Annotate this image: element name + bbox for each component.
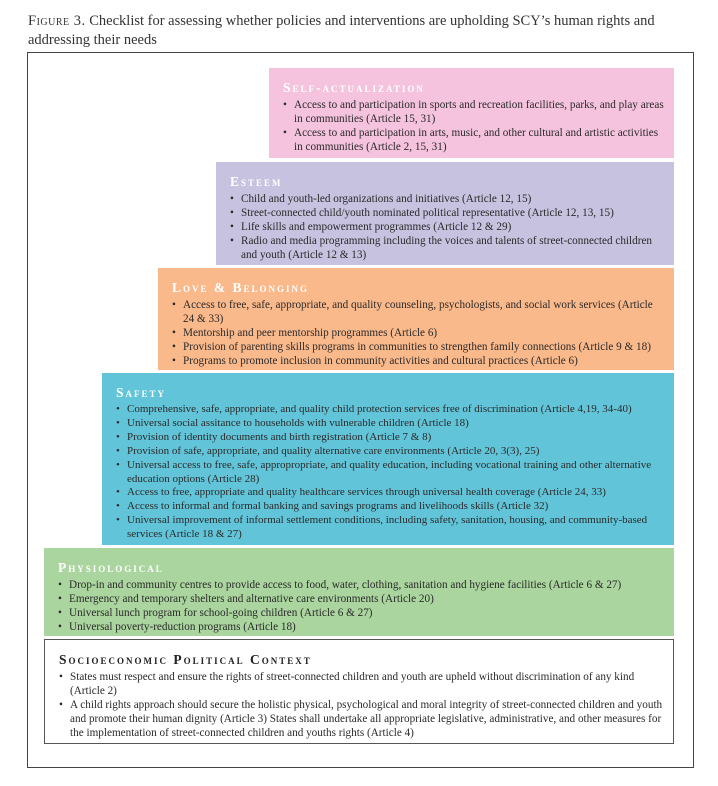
tier-title: Self-actualization	[283, 80, 425, 95]
tier-item-list	[230, 192, 664, 262]
list-item: • Universal lunch program for school-going children (Article 6 & 27)	[58, 606, 664, 620]
tier-safety	[102, 373, 674, 545]
tier-title: Safety	[116, 385, 167, 400]
list-item: • Provision of parenting skills programs in communities to strengthen family connections (Article 9 & 18)	[172, 340, 664, 354]
list-item: • Drop-in and community centres to provide access to food, water, clothing, sanitation and hygiene facilities (Article 6 & 27)	[58, 578, 664, 592]
tier-item-list	[172, 298, 664, 368]
list-item: • Access to free, appropriate and quality healthcare services through universal health coverage (Article 24, 33)	[116, 486, 664, 500]
list-item: • Access to informal and formal banking and savings programs and livelihoods skills (Article 32)	[116, 500, 664, 514]
list-item: • Emergency and temporary shelters and alternative care environments (Article 20)	[58, 592, 664, 606]
list-item: • Access to and participation in sports and recreation facilities, parks, and play areas in communities (Article 15, 31)	[283, 98, 664, 126]
tier-item-list	[283, 98, 664, 154]
tier-title: Socioeconomic Political Context	[59, 652, 312, 667]
list-item: • Radio and media programming including the voices and talents of street-connected children and youth (Article 12 & 13)	[230, 234, 664, 262]
tier-title: Physiological	[58, 560, 164, 575]
tier-esteem	[216, 162, 674, 265]
tier-title: Esteem	[230, 174, 283, 189]
list-item: • Universal improvement of informal settlement conditions, including safety, sanitation, housing, and community-based services (Article 18 & 27)	[116, 514, 664, 542]
figure-caption	[28, 12, 700, 50]
list-item: • Mentorship and peer mentorship programmes (Article 6)	[172, 326, 664, 340]
tier-item-list	[59, 670, 663, 740]
tier-self-actualization	[269, 68, 674, 158]
list-item: • Comprehensive, safe, appropriate, and quality child protection services free of discrimination (Article 4,19, 34-40)	[116, 403, 664, 417]
list-item: • A child rights approach should secure the holistic physical, psychological and moral integrity of street-connected children and youth and promote their human dignity (Article 3) States shall undertake all appropriate legislative, administrative, and other measures for the implementation of street-connected children and youths rights (Article 4)	[59, 698, 663, 740]
figure-label: Figure 3.	[28, 13, 86, 29]
list-item: • Universal social assitance to households with vulnerable children (Article 18)	[116, 417, 664, 431]
list-item: • Access to and participation in arts, music, and other cultural and artistic activities in communities (Article 2, 15, 31)	[283, 126, 664, 154]
tier-love-belonging	[158, 268, 674, 370]
tier-item-list	[116, 403, 664, 542]
list-item: • Access to free, safe, appropriate, and quality counseling, psychologists, and social work services (Article 24 & 33)	[172, 298, 664, 326]
list-item: • Programs to promote inclusion in community activities and cultural practices (Article 6)	[172, 354, 664, 368]
tier-socioeconomic-political-context	[44, 639, 674, 744]
list-item: • Universal poverty-reduction programs (Article 18)	[58, 620, 664, 634]
tier-physiological	[44, 548, 674, 636]
list-item: • Street-connected child/youth nominated political representative (Article 12, 13, 15)	[230, 206, 664, 220]
tier-item-list	[58, 578, 664, 634]
list-item: • Universal access to free, safe, appropropriate, and quality education, including vocational training and other alternative education options (Article 28)	[116, 459, 664, 487]
list-item: • States must respect and ensure the rights of street-connected children and youth are upheld without discrimination of any kind (Article 2)	[59, 670, 663, 698]
list-item: • Provision of safe, appropriate, and quality alternative care environments (Article 20, 3(3), 25)	[116, 445, 664, 459]
figure-caption-text: Checklist for assessing whether policies and interventions are upholding SCY’s human rights and addressing their needs	[28, 13, 655, 48]
tier-title: Love & Belonging	[172, 280, 310, 295]
list-item: • Provision of identity documents and birth registration (Article 7 & 8)	[116, 431, 664, 445]
list-item: • Life skills and empowerment programmes (Article 12 & 29)	[230, 220, 664, 234]
list-item: • Child and youth-led organizations and initiatives (Article 12, 15)	[230, 192, 664, 206]
